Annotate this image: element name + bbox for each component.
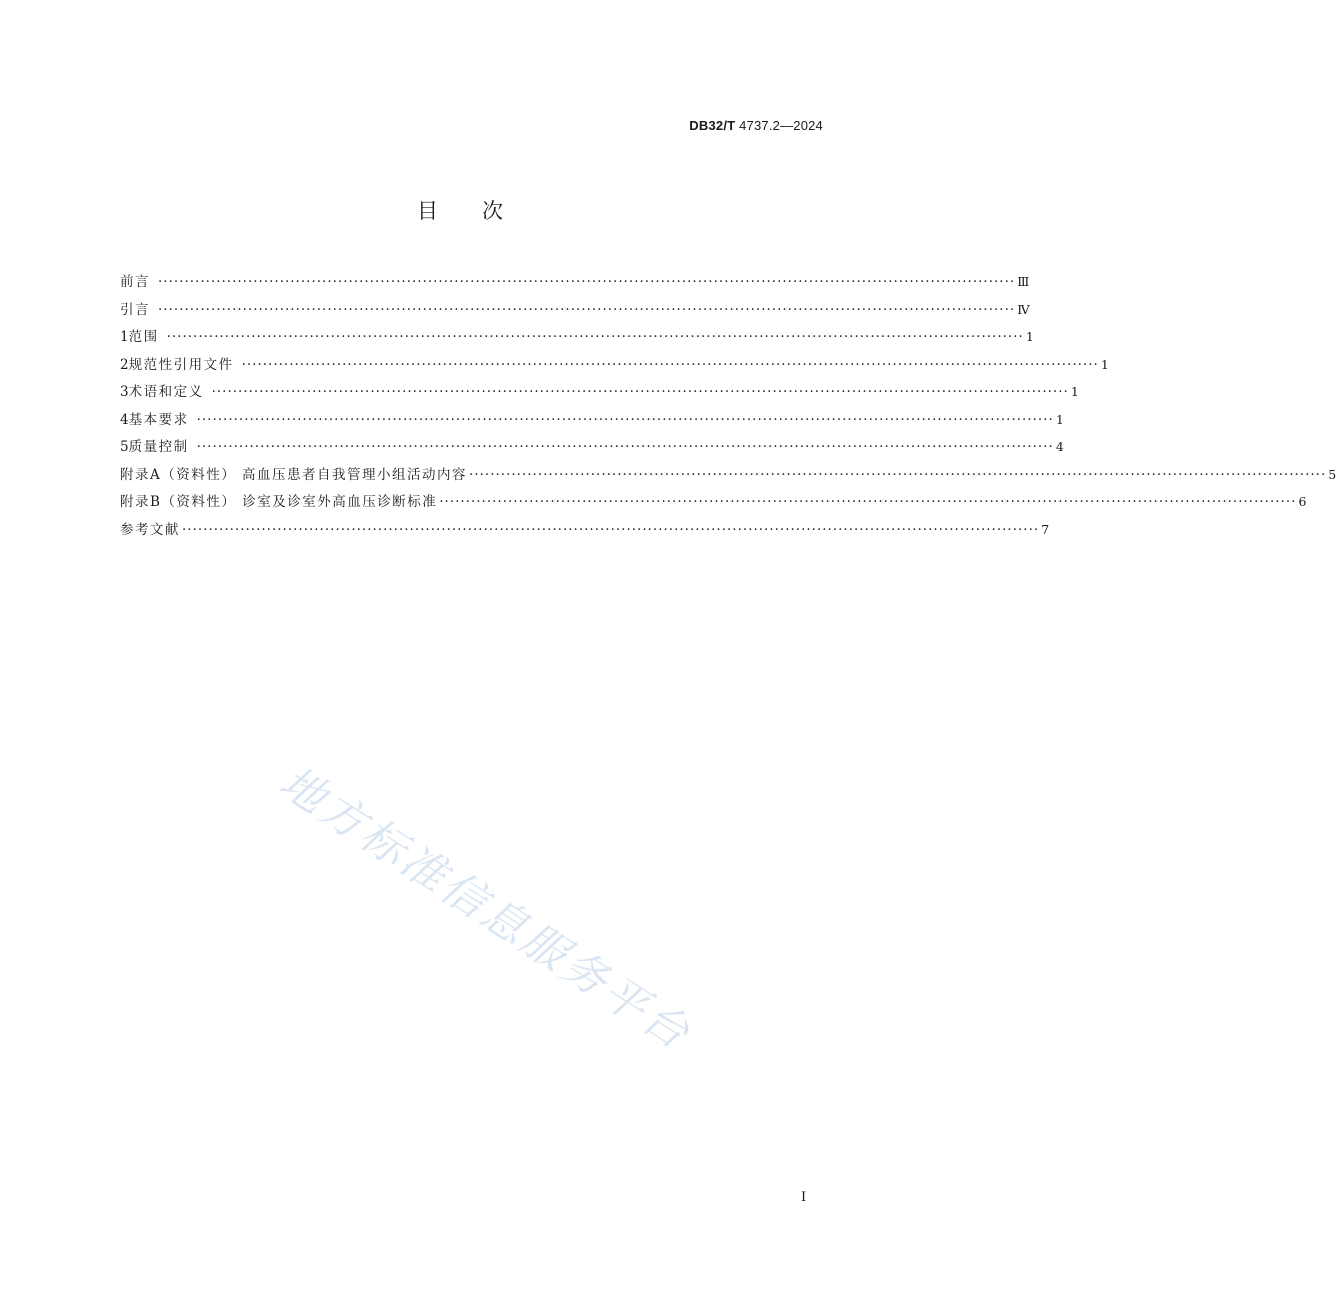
toc-dot-leader: ·································································································································································· (182, 521, 1040, 538)
standard-code (689, 118, 823, 133)
toc-dot-leader: ·································································································································································· (158, 301, 1016, 318)
toc-entry-page: 6 (1298, 494, 1307, 509)
toc-entry-page: 1 (1025, 329, 1034, 344)
toc-entry-page: 5 (1328, 466, 1336, 482)
toc-entry-label: 基本要求 (128, 411, 189, 428)
toc-dot-leader: ·································································································································································· (158, 274, 1016, 290)
toc-entry-page: Ⅲ (1017, 274, 1030, 289)
toc-dot-leader: ·································································································································································· (166, 329, 1024, 345)
toc-entry-label: 术语和定义 (128, 384, 204, 400)
toc-entry-label: 质量控制 (128, 439, 189, 455)
toc-entry-label: 规范性引用文件 (128, 356, 234, 373)
toc-entry-normative-references[interactable] (120, 353, 1109, 381)
toc-entry-number: 5 (120, 439, 129, 455)
watermark: 地方标准信息服务平台 (270, 756, 701, 1061)
toc-entry-foreword[interactable] (120, 270, 1030, 298)
standard-prefix: DB32/T (689, 118, 736, 133)
toc-entry-page: 1 (1100, 356, 1109, 372)
toc-entry-label: 参考文献 (120, 521, 180, 538)
toc-entry-annex-a[interactable] (120, 463, 1336, 491)
toc-dot-leader: ·································································································································································· (439, 494, 1297, 510)
toc-entry-number: 4 (120, 411, 129, 428)
table-of-contents (120, 270, 1336, 545)
toc-entry-label: 范围 (128, 329, 159, 345)
toc-title: 目次 (417, 199, 547, 223)
toc-entry-page: 4 (1055, 439, 1064, 454)
standard-number: 4737.2—2024 (739, 118, 823, 133)
toc-entry-number: 1 (120, 329, 129, 345)
toc-dot-leader: ·································································································································································· (196, 439, 1054, 455)
toc-dot-leader: ·································································································································································· (211, 384, 1069, 400)
toc-entry-scope[interactable] (120, 325, 1034, 353)
toc-entry-bibliography[interactable] (120, 518, 1050, 546)
toc-entry-page: 1 (1055, 411, 1064, 427)
toc-entry-annex-b[interactable] (120, 490, 1307, 518)
toc-entry-page: Ⅳ (1017, 301, 1030, 317)
toc-entry-label: 引言 (120, 301, 150, 318)
toc-entry-label: 附录A（资料性） 高血压患者自我管理小组活动内容 (120, 466, 468, 483)
toc-entry-basic-requirements[interactable] (120, 408, 1064, 436)
toc-entry-terms-definitions[interactable] (120, 380, 1079, 408)
toc-dot-leader: ·································································································································································· (196, 411, 1054, 428)
page-number: I (801, 1190, 807, 1205)
toc-entry-number: 3 (120, 384, 129, 400)
toc-dot-leader: ·································································································································································· (241, 356, 1099, 373)
toc-entry-label: 前言 (120, 274, 150, 290)
toc-entry-quality-control[interactable] (120, 435, 1064, 463)
toc-dot-leader: ·································································································································································· (469, 466, 1327, 483)
toc-entry-number: 2 (120, 356, 129, 373)
toc-entry-introduction[interactable] (120, 298, 1030, 326)
toc-entry-page: 7 (1041, 521, 1050, 537)
toc-entry-label: 附录B（资料性） 诊室及诊室外高血压诊断标准 (120, 494, 438, 510)
toc-entry-page: 1 (1070, 384, 1079, 399)
